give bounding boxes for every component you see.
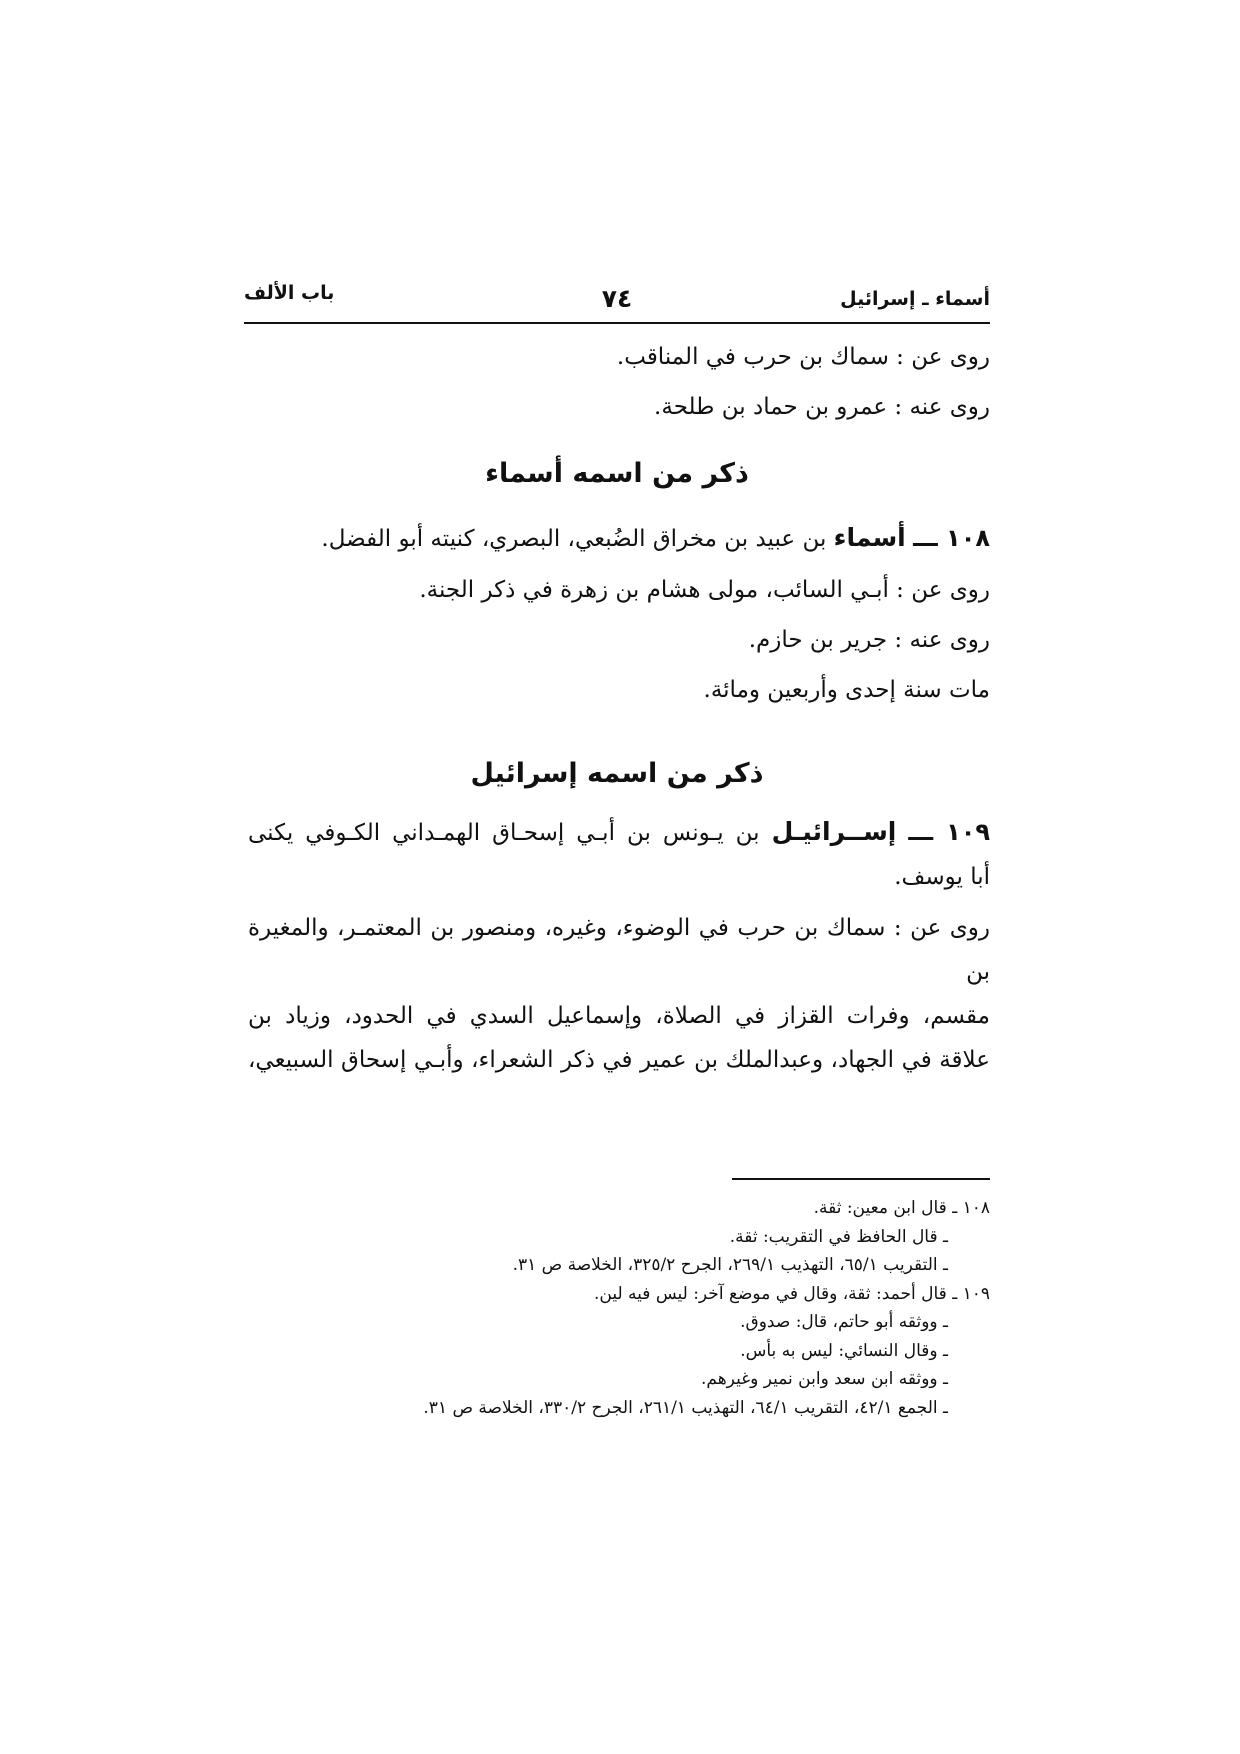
footnote-line: ـ التقريب ٦٥/١، التهذيب ٢٦٩/١، الجرح ٣٢٥/٢، الخلاصة ص ٣١.	[512, 1255, 948, 1275]
narrated-from-line: روى عن : سماك بن حرب في المناقب.	[616, 344, 990, 370]
narrated-by-line: روى عنه : عمرو بن حماد بن طلحة.	[654, 394, 990, 420]
header-chapter-title: باب الألف	[244, 282, 335, 304]
entry-108-narrated-by: روى عنه : جرير بن حازم.	[748, 627, 990, 653]
paragraph-line: روى عن : سماك بن حرب في الوضوء، وغيره، ومنصور بن المعتمـر، والمغيرة بن	[248, 915, 990, 985]
entry-109	[248, 810, 990, 855]
footnote-divider	[732, 1178, 990, 1180]
entry-name: إســرائيـل	[771, 817, 897, 846]
footnote-line: ١٠٨ ـ قال ابن معين: ثقة.	[813, 1198, 990, 1218]
entry-number: ١٠٩ ـــ	[908, 818, 991, 846]
footnote-line: ـ قال الحافظ في التقريب: ثقة.	[729, 1226, 948, 1247]
entry-109-paragraph	[248, 906, 990, 1082]
header-section-title: أسماء ـ إسرائيل	[840, 288, 990, 310]
entry-109-line1	[248, 810, 990, 855]
running-header	[244, 282, 990, 324]
paragraph-line: علاقة في الجهاد، وعبدالملك بن عمير في ذكر الشعراء، وأبـي إسحاق السبيعي،	[248, 1047, 990, 1073]
entry-108-death: مات سنة إحدى وأربعين ومائة.	[703, 677, 990, 703]
footnote-line: ـ ووثقه أبو حاتم، قال: صدوق.	[740, 1312, 948, 1332]
paragraph-line: مقسم، وفرات القزاز في الصلاة، وإسماعيل السدي في الحدود، وزياد بن	[248, 1003, 990, 1029]
footnote-line: ـ وقال النسائي: ليس به بأس.	[740, 1340, 948, 1361]
footnote-line: ١٠٩ ـ قال أحمد: ثقة، وقال في موضع آخر: ليس فيه لين.	[593, 1283, 990, 1304]
footnote-line: ـ الجمع ٤٢/١، التقريب ٦٤/١، التهذيب ٢٦١/١، الجرح ٣٣٠/٢، الخلاصة ص ٣١.	[423, 1397, 948, 1418]
entry-108	[250, 518, 990, 559]
entry-text: بن عبيد بن مخراق الضُبعي، البصري، كنيته أبو الفضل.	[321, 526, 827, 552]
section-heading-asma: ذكر من اسمه أسماء	[485, 458, 749, 489]
footnotes	[250, 1194, 990, 1422]
entry-108-narrated-from: روى عن : أبـي السائب، مولى هشام بن زهرة في ذكر الجنة.	[419, 577, 990, 603]
entry-text: بن يـونس بن أبـي إسحـاق الهمـداني الكـوفي يكنى	[248, 820, 760, 846]
page-number: ٧٤	[601, 284, 633, 313]
footnote-line: ـ ووثقه ابن سعد وابن نمير وغيرهم.	[701, 1369, 948, 1389]
section-heading-israil: ذكر من اسمه إسرائيل	[470, 758, 764, 789]
entry-109-continuation: أبا يوسف.	[894, 864, 990, 890]
entry-number: ١٠٨ ـــ	[913, 524, 990, 552]
entry-name: أسماء	[833, 523, 906, 552]
